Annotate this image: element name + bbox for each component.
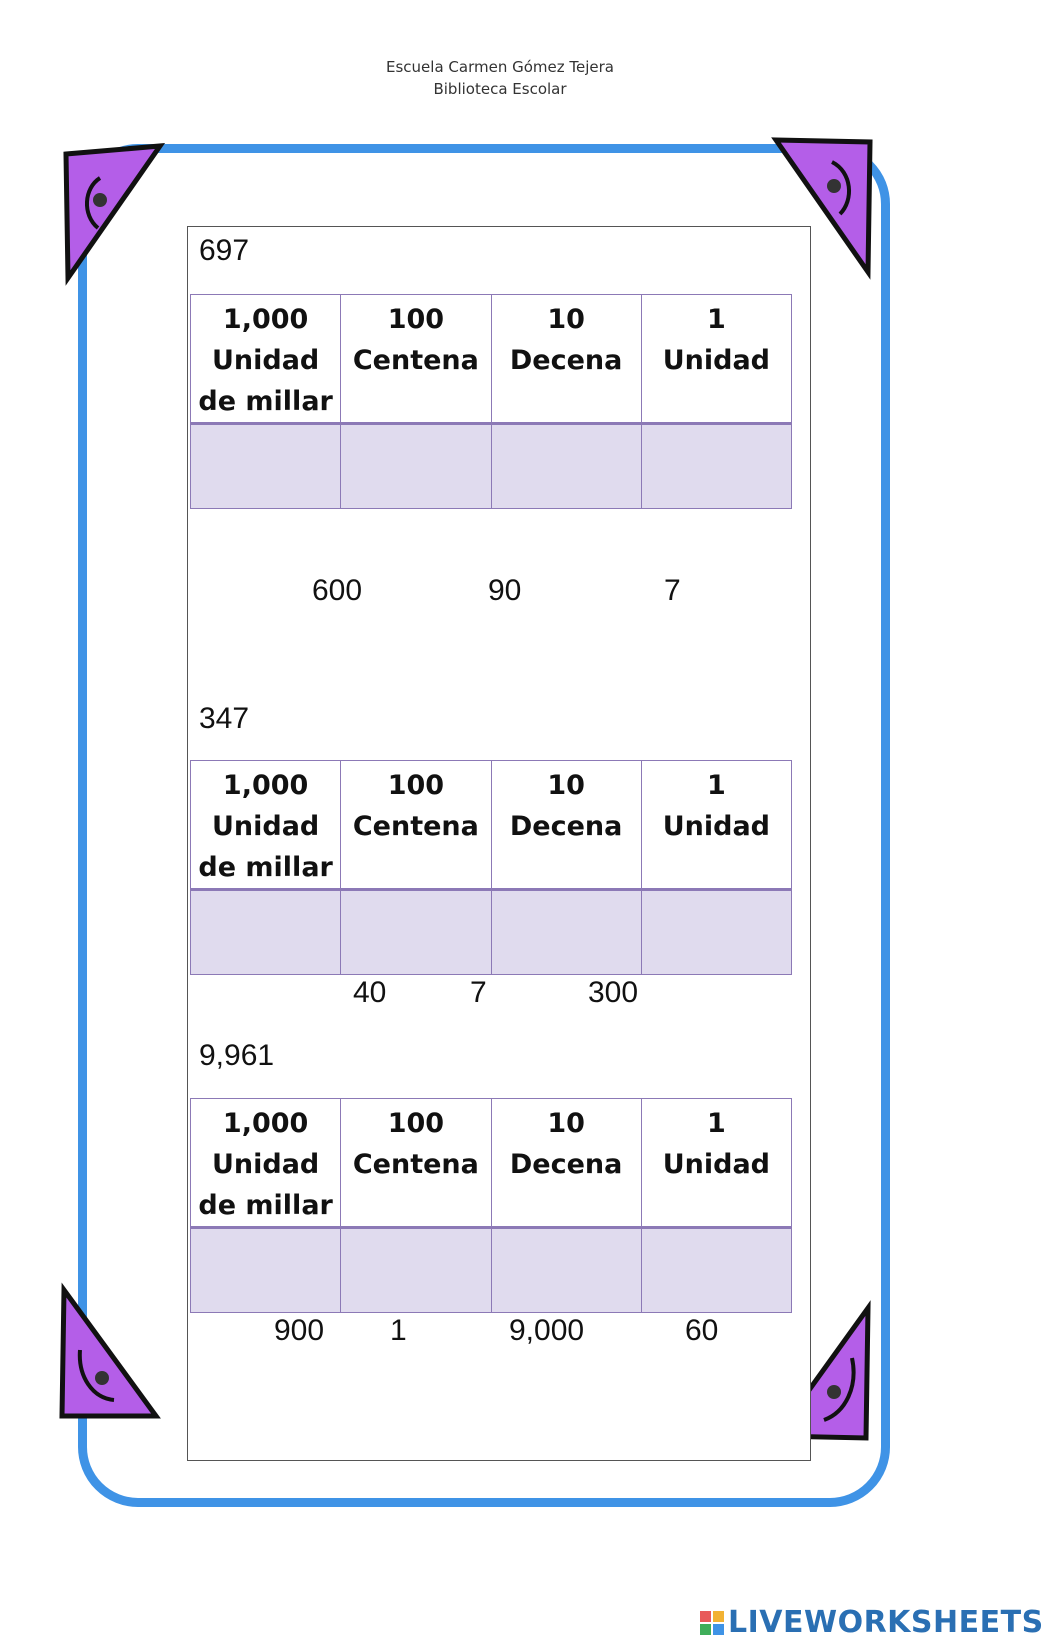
header-tens: 10 Decena xyxy=(491,761,641,890)
drop-zone-tens[interactable] xyxy=(491,1228,641,1313)
place-value-table xyxy=(190,760,792,975)
header-tens: 10 Decena xyxy=(491,1099,641,1228)
exercise-number: 697 xyxy=(199,234,250,267)
header-hundreds: 100 Centena xyxy=(341,761,491,890)
header-thousands: 1,000 Unidad de millar xyxy=(191,761,341,890)
drop-zone-thousands[interactable] xyxy=(191,424,341,509)
drop-zone-ones[interactable] xyxy=(641,424,791,509)
drop-zone-tens[interactable] xyxy=(491,424,641,509)
liveworksheets-brand[interactable]: LIVEWORKSHEETS xyxy=(728,1605,1044,1640)
exercise-number: 9,961 xyxy=(199,1039,275,1072)
drop-zone-ones[interactable] xyxy=(641,890,791,975)
exercise-number: 347 xyxy=(199,702,250,735)
corner-decoration-icon xyxy=(62,140,162,285)
place-value-table xyxy=(190,1098,792,1313)
header-ones: 1 Unidad xyxy=(641,295,791,424)
header-ones: 1 Unidad xyxy=(641,1099,791,1228)
drop-zone-thousands[interactable] xyxy=(191,890,341,975)
header-ones: 1 Unidad xyxy=(641,761,791,890)
draggable-option[interactable]: 7 xyxy=(664,574,681,607)
drop-zone-ones[interactable] xyxy=(641,1228,791,1313)
header-tens: 10 Decena xyxy=(491,295,641,424)
draggable-option[interactable]: 600 xyxy=(312,574,363,607)
draggable-option[interactable]: 900 xyxy=(274,1314,325,1347)
draggable-option[interactable]: 7 xyxy=(470,976,487,1009)
place-value-table xyxy=(190,294,792,509)
header-thousands: 1,000 Unidad de millar xyxy=(191,1099,341,1228)
draggable-option[interactable]: 300 xyxy=(588,976,639,1009)
drop-zone-hundreds[interactable] xyxy=(341,890,491,975)
header-thousands: 1,000 Unidad de millar xyxy=(191,295,341,424)
drop-zone-thousands[interactable] xyxy=(191,1228,341,1313)
drop-zone-hundreds[interactable] xyxy=(341,424,491,509)
draggable-option[interactable]: 40 xyxy=(353,976,387,1009)
header-hundreds: 100 Centena xyxy=(341,1099,491,1228)
drop-zone-hundreds[interactable] xyxy=(341,1228,491,1313)
draggable-option[interactable]: 60 xyxy=(685,1314,719,1347)
library-name: Biblioteca Escolar xyxy=(433,80,567,98)
school-name: Escuela Carmen Gómez Tejera xyxy=(386,58,614,76)
liveworksheets-logo-icon xyxy=(700,1611,724,1635)
corner-decoration-icon xyxy=(58,1284,158,1429)
drop-zone-tens[interactable] xyxy=(491,890,641,975)
draggable-option[interactable]: 9,000 xyxy=(509,1314,585,1347)
draggable-option[interactable]: 1 xyxy=(390,1314,407,1347)
draggable-option[interactable]: 90 xyxy=(488,574,522,607)
header-hundreds: 100 Centena xyxy=(341,295,491,424)
